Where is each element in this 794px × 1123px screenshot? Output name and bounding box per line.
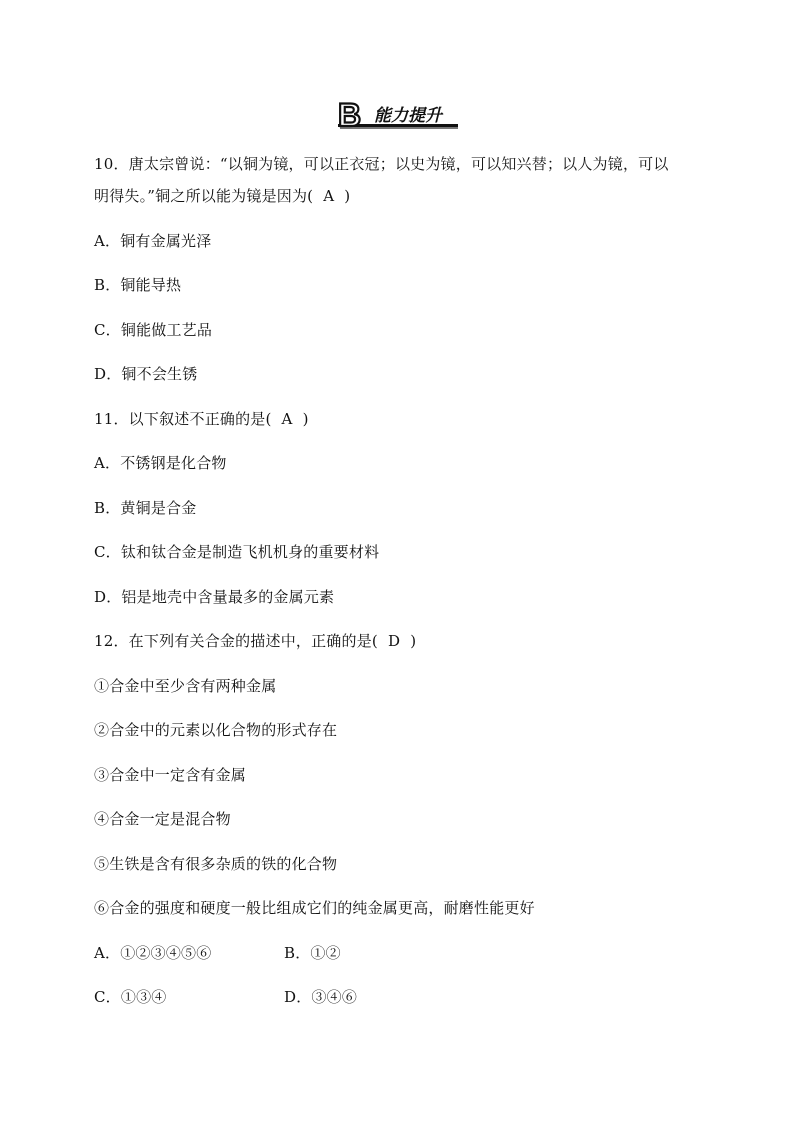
question-12-options-row-1	[94, 943, 494, 963]
section-letter: B	[338, 97, 362, 132]
question-12-option-b: B．①②	[284, 944, 341, 962]
question-10-stem-line2	[94, 186, 350, 206]
question-12-statement-4: ④合金一定是混合物	[94, 810, 231, 828]
question-11-option-d: D．铝是地壳中含量最多的金属元素	[94, 588, 335, 606]
question-10-stem-text: 明得失。”铜之所以能为镜是因为(	[94, 187, 314, 205]
question-11-answer: A	[281, 410, 293, 428]
question-10-option-c: C．铜能做工艺品	[94, 321, 213, 339]
question-12-option-a: A．①②③④⑤⑥	[94, 944, 212, 962]
question-10-stem-line1: 10．唐太宗曾说：“以铜为镜，可以正衣冠；以史为镜，可以知兴替；以人为镜，可以	[94, 155, 669, 173]
question-12-statement-6: ⑥合金的强度和硬度一般比组成它们的纯金属更高，耐磨性能更好	[94, 899, 535, 917]
question-11-stem-text: 11．以下叙述不正确的是(	[94, 410, 272, 428]
question-12-option-d: D．③④⑥	[284, 988, 358, 1006]
question-10-answer: A	[323, 187, 335, 205]
question-10-option-a: A．铜有金属光泽	[94, 232, 212, 250]
question-12-statement-3: ③合金中一定含有金属	[94, 766, 247, 784]
question-12-statement-5: ⑤生铁是含有很多杂质的铁的化合物	[94, 855, 338, 873]
section-banner	[336, 96, 460, 132]
question-11-option-c: C．钛和钛合金是制造飞机机身的重要材料	[94, 543, 380, 561]
question-11-stem	[94, 409, 309, 429]
question-11-close-paren: )	[302, 410, 309, 428]
question-12-answer: D	[387, 632, 401, 650]
section-b-icon	[336, 96, 460, 132]
section-title: 能力提升	[374, 106, 442, 126]
question-10-option-d: D．铜不会生锈	[94, 365, 198, 383]
question-12-stem-text: 12．在下列有关合金的描述中，正确的是(	[94, 632, 378, 650]
question-10-option-b: B．铜能导热	[94, 276, 182, 294]
question-10-close-paren: )	[344, 187, 351, 205]
question-12-option-c: C．①③④	[94, 988, 167, 1006]
question-12-statement-1: ①合金中至少含有两种金属	[94, 677, 277, 695]
question-12-close-paren: )	[410, 632, 417, 650]
question-11-option-b: B．黄铜是合金	[94, 499, 197, 517]
question-12-statement-2: ②合金中的元素以化合物的形式存在	[94, 721, 338, 739]
question-11-option-a: A．不锈钢是化合物	[94, 454, 227, 472]
question-12-stem	[94, 631, 416, 651]
question-12-options-row-2	[94, 987, 494, 1007]
